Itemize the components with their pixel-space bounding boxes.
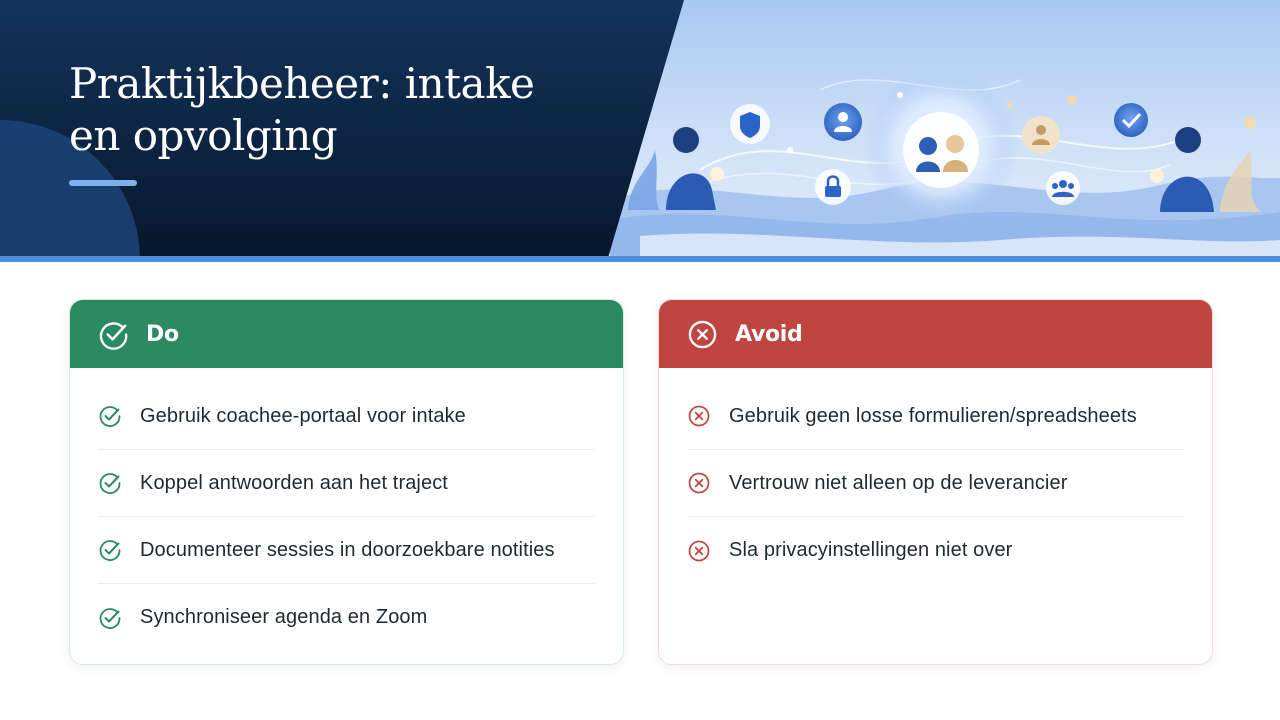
page-title-line-1: Praktijkbeheer: intake [69,59,535,108]
check-circle-icon [98,606,122,630]
check-circle-icon [98,471,122,495]
x-circle-icon [687,404,711,428]
avoid-card-heading: Avoid [735,321,803,347]
user-icon [824,103,862,141]
page-title-line-2: en opvolging [69,111,338,160]
title-underline [69,180,137,186]
do-list-item [98,584,595,651]
do-card-heading: Do [146,321,179,347]
avoid-list-item-text: Sla privacyinstellingen niet over [729,539,1013,561]
x-circle-icon [687,539,711,563]
do-list [70,383,623,651]
avoid-card [658,299,1213,665]
x-circle-icon [687,471,711,495]
header-divider [0,256,1280,262]
header-banner [0,0,1280,262]
check-circle-icon [98,538,122,562]
avoid-list-item [687,450,1184,517]
avoid-card-header [659,300,1212,368]
shield-icon [730,104,770,144]
avoid-list-item-text: Vertrouw niet alleen op de leverancier [729,471,1068,494]
do-list-item [98,450,595,517]
do-list-item-text: Koppel antwoorden aan het traject [140,471,448,494]
do-card-header [70,300,623,368]
check-circle-icon [98,404,122,428]
group-icon [1046,171,1080,205]
page-title [69,58,629,162]
do-list-item-text: Documenteer sessies in doorzoekbare notities [140,538,555,561]
handshake-icon [903,112,979,188]
lock-icon [815,169,851,205]
avoid-list-item-text: Gebruik geen losse formulieren/spreadsheets [729,404,1137,427]
do-list-item [98,383,595,450]
do-list-item-text: Synchroniseer agenda en Zoom [140,606,428,628]
do-list-item [98,517,595,584]
do-list-item-text: Gebruik coachee-portaal voor intake [140,404,466,427]
do-card [69,299,624,665]
check-icon [1114,103,1148,137]
avoid-list-item [687,383,1184,450]
avoid-list [659,383,1212,584]
avoid-list-item [687,517,1184,584]
user-icon [1022,116,1060,154]
x-circle-icon [687,319,718,350]
check-circle-icon [98,319,129,350]
